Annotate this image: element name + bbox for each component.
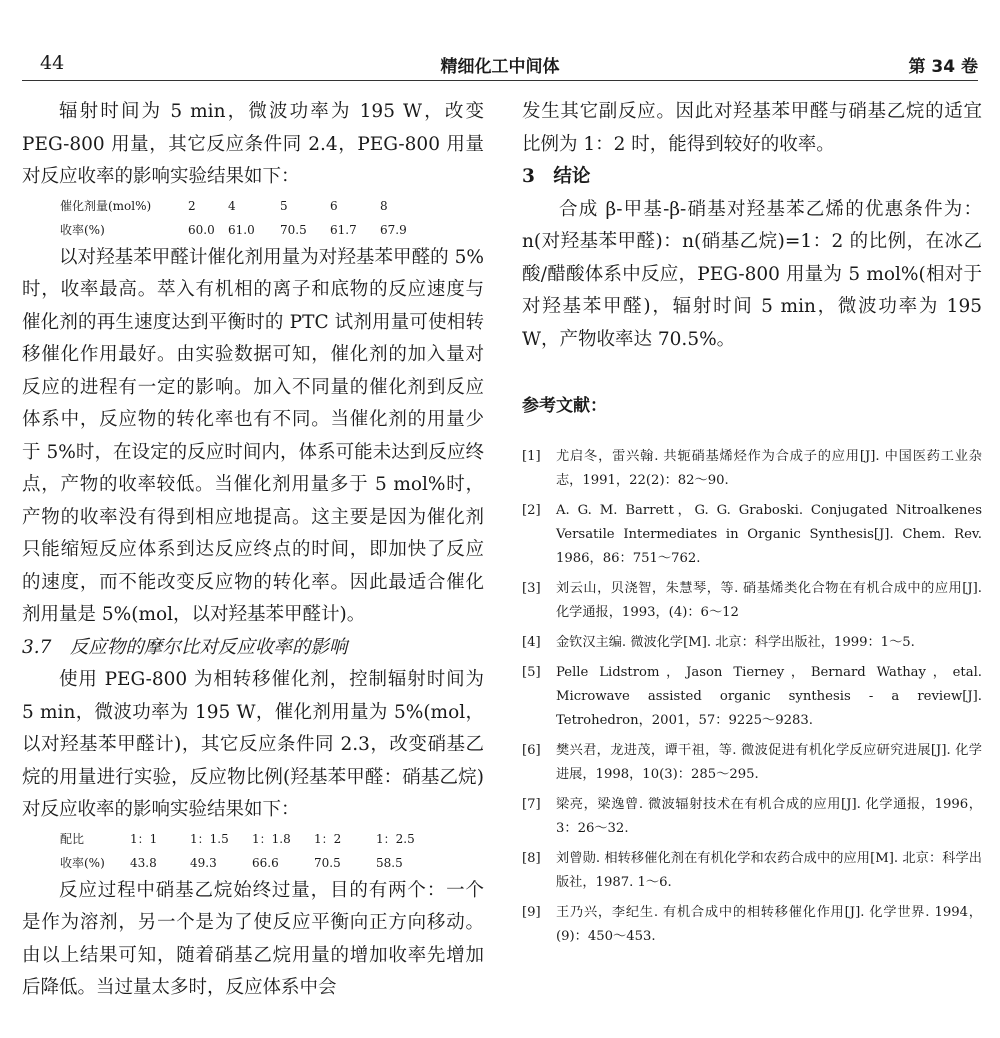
reference-number: [8] — [522, 850, 541, 866]
reference-item — [522, 445, 982, 493]
page-number: 44 — [40, 52, 65, 74]
reference-item — [522, 661, 982, 733]
reference-list — [522, 445, 982, 949]
reference-item — [522, 739, 982, 787]
table-cell: 收率(%) — [60, 222, 105, 237]
header-rule — [22, 80, 978, 81]
reference-number: [6] — [522, 742, 541, 758]
reference-number: [7] — [522, 796, 541, 812]
table-cell: 1：2 — [314, 831, 342, 846]
table-cell: 60.0 — [188, 222, 215, 237]
table-cell: 61.7 — [330, 222, 357, 237]
reference-text: 刘云山，贝浇智，朱慧琴，等. 硝基烯类化合物在有机合成中的应用[J]. 化学通报，1993，(4)：6～12 — [556, 580, 982, 620]
paragraph: 合成 β-甲基-β-硝基对羟基苯乙烯的优惠条件为：n(对羟基苯甲醛)：n(硝基乙烷)=1：2 的比例，在冰乙酸/醋酸体系中反应，PEG-800 用量为 5 mol%(相对于对羟基苯甲醛)，辐射时间 5 min，微波功率为 195 W，产物收率达 70.5%。 — [522, 198, 982, 350]
paragraph: 反应过程中硝基乙烷始终过量，目的有两个：一个是作为溶剂，另一个是为了使反应平衡向正方向移动。由以上结果可知，随着硝基乙烷用量的增加收率先增加后降低。当过量太多时，反应体系中会 — [22, 879, 484, 998]
table-cell: 收率(%) — [60, 855, 105, 870]
reference-number: [9] — [522, 904, 541, 920]
table-cell: 1：2.5 — [376, 831, 415, 846]
table-cell: 1：1 — [130, 831, 158, 846]
table-cell: 4 — [228, 198, 236, 213]
reference-text: A. G. M. Barrett，G. G. Graboski. Conjugated Nitroalkenes Versatile Intermediates in Organic Synthesis[J]. Chem. Rev. 1986，86：751～762. — [556, 502, 982, 566]
reference-number: [4] — [522, 634, 541, 650]
reference-item — [522, 793, 982, 841]
paragraph: 以对羟基苯甲醛计催化剂用量为对羟基苯甲醛的 5%时，收率最高。萃入有机相的离子和底物的反应速度与催化剂的再生速度达到平衡时的 PTC 试剂用量可使相转移催化作用最好。由实验数据可知，催化剂的加入量对反应的进程有一定的影响。加入不同量的催化剂到反应体系中，反应物的转化率也有不同。当催化剂的用量少于 5%时，在设定的反应时间内，体系可能未达到反应终点，产物的收率较低。当催化剂用量多于 5 mol%时，产物的收率没有得到相应地提高。这主要是因为催化剂只能缩短反应体系到达反应终点的时间，即加快了反应的速度，而不能改变反应物的转化率。因此最适合催化剂用量是 5%(mol，以对羟基苯甲醛计)。 — [22, 246, 484, 625]
paragraph: 发生其它副反应。因此对羟基苯甲醛与硝基乙烷的适宜比例为 1：2 时，能得到较好的收率。 — [522, 101, 982, 155]
reference-item — [522, 499, 982, 571]
subsection-heading: 3.7 反应物的摩尔比对反应收率的影响 — [22, 636, 348, 658]
table-cell: 58.5 — [376, 855, 403, 870]
paragraph: 使用 PEG-800 为相转移催化剂，控制辐射时间为 5 min，微波功率为 195 W，催化剂用量为 5%(mol，以对羟基苯甲醛计)，其它反应条件同 2.3，改变硝基乙烷的用量进行实验，反应物比例(羟基苯甲醛：硝基乙烷)对反应收率的影响实验结果如下： — [22, 669, 484, 820]
table-cell: 5 — [280, 198, 288, 213]
reference-text: 金钦汉主编. 微波化学[M]. 北京：科学出版社，1999：1～5. — [556, 634, 915, 650]
reference-item — [522, 901, 982, 949]
table-cell: 催化剂量(mol%) — [60, 198, 152, 213]
reference-number: [5] — [522, 664, 541, 680]
paragraph: 辐射时间为 5 min，微波功率为 195 W，改变 PEG-800 用量，其它反应条件同 2.4，PEG-800 用量对反应收率的影响实验结果如下： — [22, 101, 484, 187]
reference-number: [2] — [522, 502, 541, 518]
table-cell: 61.0 — [228, 222, 255, 237]
table-cell: 43.8 — [130, 855, 157, 870]
reference-item — [522, 847, 982, 895]
reference-text: 王乃兴，李纪生. 有机合成中的相转移催化作用[J]. 化学世界. 1994，(9)：450～453. — [556, 904, 982, 944]
right-column — [522, 96, 982, 955]
table-cell: 49.3 — [190, 855, 217, 870]
reference-number: [3] — [522, 580, 541, 596]
reference-item — [522, 577, 982, 625]
reference-number: [1] — [522, 448, 541, 464]
table-cell: 6 — [330, 198, 338, 213]
reference-text: 尤启冬，雷兴翰. 共轭硝基烯烃作为合成子的应用[J]. 中国医药工业杂志，1991，22(2)：82～90. — [556, 448, 982, 488]
reference-text: 樊兴君，龙进茂，谭干祖，等. 微波促进有机化学反应研究进展[J]. 化学进展，1998，10(3)：285～295. — [556, 742, 982, 782]
volume-label: 第 34 卷 — [908, 57, 978, 77]
references-heading: 参考文献： — [522, 396, 607, 416]
journal-title: 精细化工中间体 — [440, 57, 560, 77]
catalyst-table — [22, 194, 484, 242]
ratio-table — [22, 827, 484, 875]
left-column — [22, 96, 484, 1005]
reference-text: Pelle Lidstrom，Jason Tierney，Bernard Wathay，etal. Microwave assisted organic synthesis - a review[J]. Tetrohedron，2001，57：9225～9283. — [556, 664, 982, 728]
table-cell: 70.5 — [280, 222, 307, 237]
table-cell: 67.9 — [380, 222, 407, 237]
table-cell: 70.5 — [314, 855, 341, 870]
table-cell: 66.6 — [252, 855, 279, 870]
table-cell: 2 — [188, 198, 196, 213]
reference-text: 梁亮，梁逸曾. 微波辐射技术在有机合成的应用[J]. 化学通报，1996，3：26～32. — [556, 796, 982, 836]
reference-item — [522, 631, 982, 655]
table-cell: 配比 — [60, 831, 85, 846]
table-cell: 1：1.8 — [252, 831, 291, 846]
section-heading: 3 结论 — [522, 166, 591, 187]
table-cell: 8 — [380, 198, 388, 213]
table-cell: 1：1.5 — [190, 831, 229, 846]
reference-text: 刘曾勋. 相转移催化剂在有机化学和农药合成中的应用[M]. 北京：科学出版社，1987. 1～6. — [556, 850, 982, 890]
